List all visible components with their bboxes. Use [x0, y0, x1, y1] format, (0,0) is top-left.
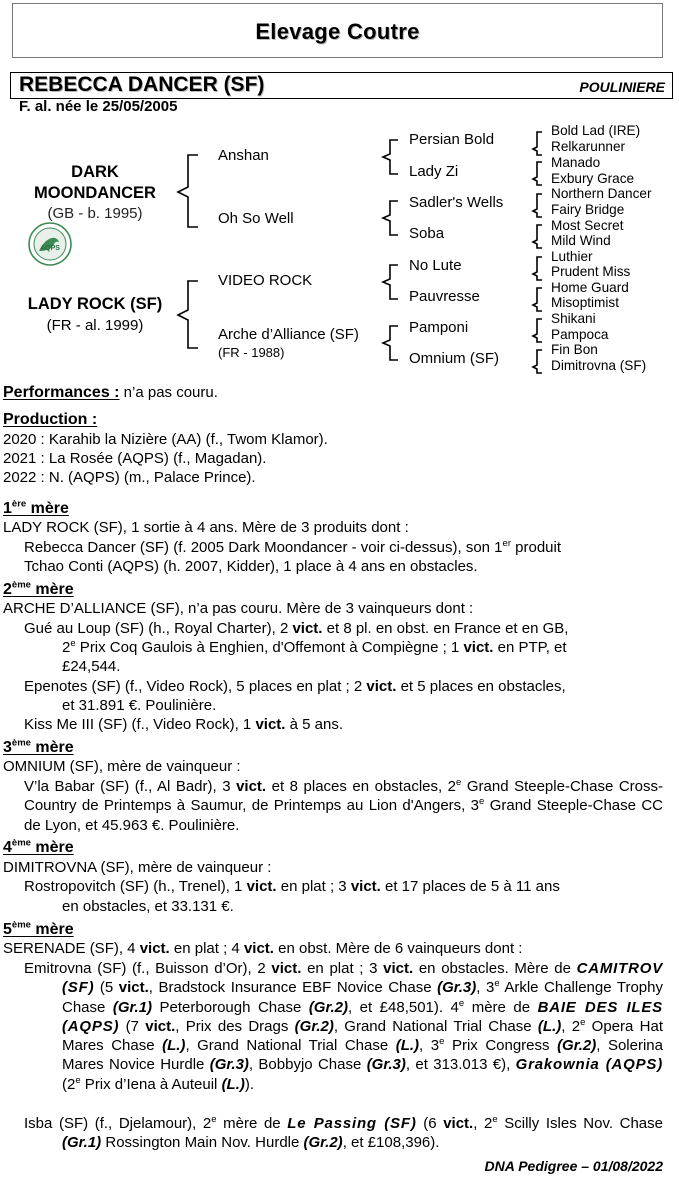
dam-info: (FR - al. 1999) [46, 317, 144, 334]
page-title: Elevage Coutre [255, 19, 420, 44]
mere1-product: Rebecca Dancer (SF) (f. 2005 Dark Moondancer - voir ci-dessus), son 1er produit [24, 538, 562, 556]
mere1-intro: LADY ROCK (SF), 1 sortie à 4 ans. Mère de 3 produits dont : [3, 519, 409, 536]
dam-bracket [176, 278, 206, 352]
mere5-heading: 5ème mère [3, 919, 74, 938]
gen4-relkarunner: Relkarunner [551, 139, 626, 154]
mere2-intro: ARCHE D’ALLIANCE (SF), n’a pas couru. Mère de 3 vainqueurs dont : [3, 600, 474, 617]
gen4-luthier: Luthier [551, 249, 593, 264]
gen3-omnium: Omnium (SF) [409, 350, 499, 367]
mere3-product: V’la Babar (SF) (f., Al Badr), 3 vict. et 8 places en obstacles, 2e Grand Steeple-Chase Cross-Country de Printemps à Saumur, de Printemps au Lion d'Angers, 3e Grand Steeple-Chase CC de Lyon, et 45.963 €. Poulinière. [24, 777, 663, 834]
sire-name: DARK MOONDANCER [34, 163, 156, 202]
mere2-product: 2e Prix Coq Gaulois à Enghien, d'Offemont à Compiègne ; 1 vict. en PTP, et [62, 638, 567, 656]
arche-bracket [380, 323, 404, 367]
horse-name: REBECCA DANCER (SF) [19, 73, 265, 96]
gen3-lady-zi: Lady Zi [409, 163, 459, 180]
production-item: 2022 : N. (AQPS) (m., Palace Prince). [3, 469, 256, 486]
gen2-oh-so-well: Oh So Well [218, 210, 294, 227]
gen4-dimitrovna: Dimitrovna (SF) [551, 358, 647, 373]
anshan-bracket [380, 137, 404, 181]
header-box [12, 3, 663, 58]
dam-name: LADY ROCK (SF) [27, 295, 163, 313]
gen3-no-lute: No Lute [409, 257, 462, 274]
gen3-pamponi: Pamponi [409, 319, 469, 336]
gen4-prudent-miss: Prudent Miss [551, 264, 631, 279]
mere3-heading: 3ème mère [3, 737, 74, 756]
gen4-northern-dancer: Northern Dancer [551, 186, 652, 201]
gen3-pauvresse: Pauvresse [409, 288, 480, 305]
gen4-fairy-bridge: Fairy Bridge [551, 202, 625, 217]
mere2-heading: 2ème mère [3, 579, 74, 598]
production-item: 2021 : La Rosée (AQPS) (f., Magadan). [3, 450, 267, 467]
mere2-product: Epenotes (SF) (f., Video Rock), 5 places en plat ; 2 vict. et 5 places en obstacles, [24, 678, 566, 695]
footer-credit: DNA Pedigree – 01/08/2022 [484, 1158, 663, 1174]
gen4-bold-lad: Bold Lad (IRE) [551, 123, 641, 138]
mere2-product: £24,544. [62, 658, 121, 675]
mere5-product-emitrovna: Emitrovna (SF) (f., Buisson d’Or), 2 vict. en plat ; 3 vict. en obstacles. Mère de CAMITROV (SF) (5 vict., Bradstock Insurance EBF Novice Chase (Gr.3), 3e Arkle Challenge Trophy Chase (Gr.1) Peterborough Chase (Gr.2), et £48,501). 4e mère de BAIE DES ILES (AQPS) (7 vict., Prix des Drags (Gr.2), Grand National Trial Chase (L.), 2e Opera Hat Mares Chase (L.), Grand National Trial Chase (L.), 3e Prix Congress (Gr.2), Solerina Mares Novice Hurdle (Gr.3), Bobbyjo Chase (Gr.3), et 313.013 €), Grakownia (AQPS) (2e Prix d’Iena à Auteuil (L.)). [24, 960, 664, 1093]
gen3-soba: Soba [409, 225, 445, 242]
horse-birth: F. al. née le 25/05/2005 [19, 98, 178, 115]
mere5-product-isba: Isba (SF) (f., Djelamour), 2e mère de Le Passing (SF) (6 vict., 2e Scilly Isles Nov. Chase (Gr.1) Rossington Main Nov. Hurdle (Gr.2), et £108,396). [24, 1114, 663, 1152]
mere2-product: Gué au Loup (SF) (h., Royal Charter), 2 vict. et 8 pl. en obst. en France et en GB, [24, 620, 569, 637]
sire-bracket [176, 152, 206, 232]
aqps-logo [17, 221, 83, 267]
mere1-product: Tchao Conti (AQPS) (h. 2007, Kidder), 1 place à 4 ans en obstacles. [24, 558, 478, 575]
gen4-fin-bon: Fin Bon [551, 342, 598, 357]
gen2-arche-info: (FR - 1988) [218, 345, 285, 360]
production-heading: Production : [3, 411, 98, 428]
mere4-product: Rostropovitch (SF) (h., Trenel), 1 vict. en plat ; 3 vict. et 17 places de 5 à 11 ans [24, 878, 560, 895]
gen4-misoptimist: Misoptimist [551, 295, 619, 310]
mere4-intro: DIMITROVNA (SF), mère de vainqueur : [3, 859, 272, 876]
gen2-arche-dalliance: Arche d’Alliance (SF) [218, 326, 359, 343]
svg-text:AQPS: AQPS [40, 245, 60, 252]
gen4-exbury-grace: Exbury Grace [551, 171, 635, 186]
aqps-logo-icon [17, 221, 83, 267]
mere4-product: en obstacles, et 33.131 €. [62, 898, 234, 915]
mere3-intro: OMNIUM (SF), mère de vainqueur : [3, 758, 241, 775]
horse-status: POULINIERE [579, 79, 665, 95]
gen4-shikani: Shikani [551, 311, 596, 326]
mere1-heading: 1ère mère [3, 498, 69, 517]
gen4-mild-wind: Mild Wind [551, 233, 611, 248]
sire-info: (GB - b. 1995) [47, 205, 143, 222]
gen3-sadlers-wells: Sadler's Wells [409, 194, 504, 211]
gen4-home-guard: Home Guard [551, 280, 629, 295]
gen2-video-rock: VIDEO ROCK [218, 272, 313, 289]
oh-so-well-bracket [380, 198, 404, 242]
gen4-most-secret: Most Secret [551, 218, 624, 233]
production-item: 2020 : Karahib la Nizière (AA) (f., Twom Klamor). [3, 431, 328, 448]
mere4-heading: 4ème mère [3, 837, 74, 856]
gen4-manado: Manado [551, 155, 601, 170]
mere2-product: Kiss Me III (SF) (f., Video Rock), 1 vict. à 5 ans. [24, 716, 344, 733]
video-rock-bracket [380, 262, 404, 306]
mere5-intro: SERENADE (SF), 4 vict. en plat ; 4 vict. en obst. Mère de 6 vainqueurs dont : [3, 940, 523, 957]
gen3-persian-bold: Persian Bold [409, 131, 495, 148]
mere2-product: et 31.891 €. Poulinière. [62, 697, 217, 714]
performances-line: Performances : n’a pas couru. [3, 384, 218, 401]
gen3-small-brackets [530, 128, 548, 388]
gen2-anshan: Anshan [218, 147, 269, 164]
gen4-pampoca: Pampoca [551, 327, 609, 342]
